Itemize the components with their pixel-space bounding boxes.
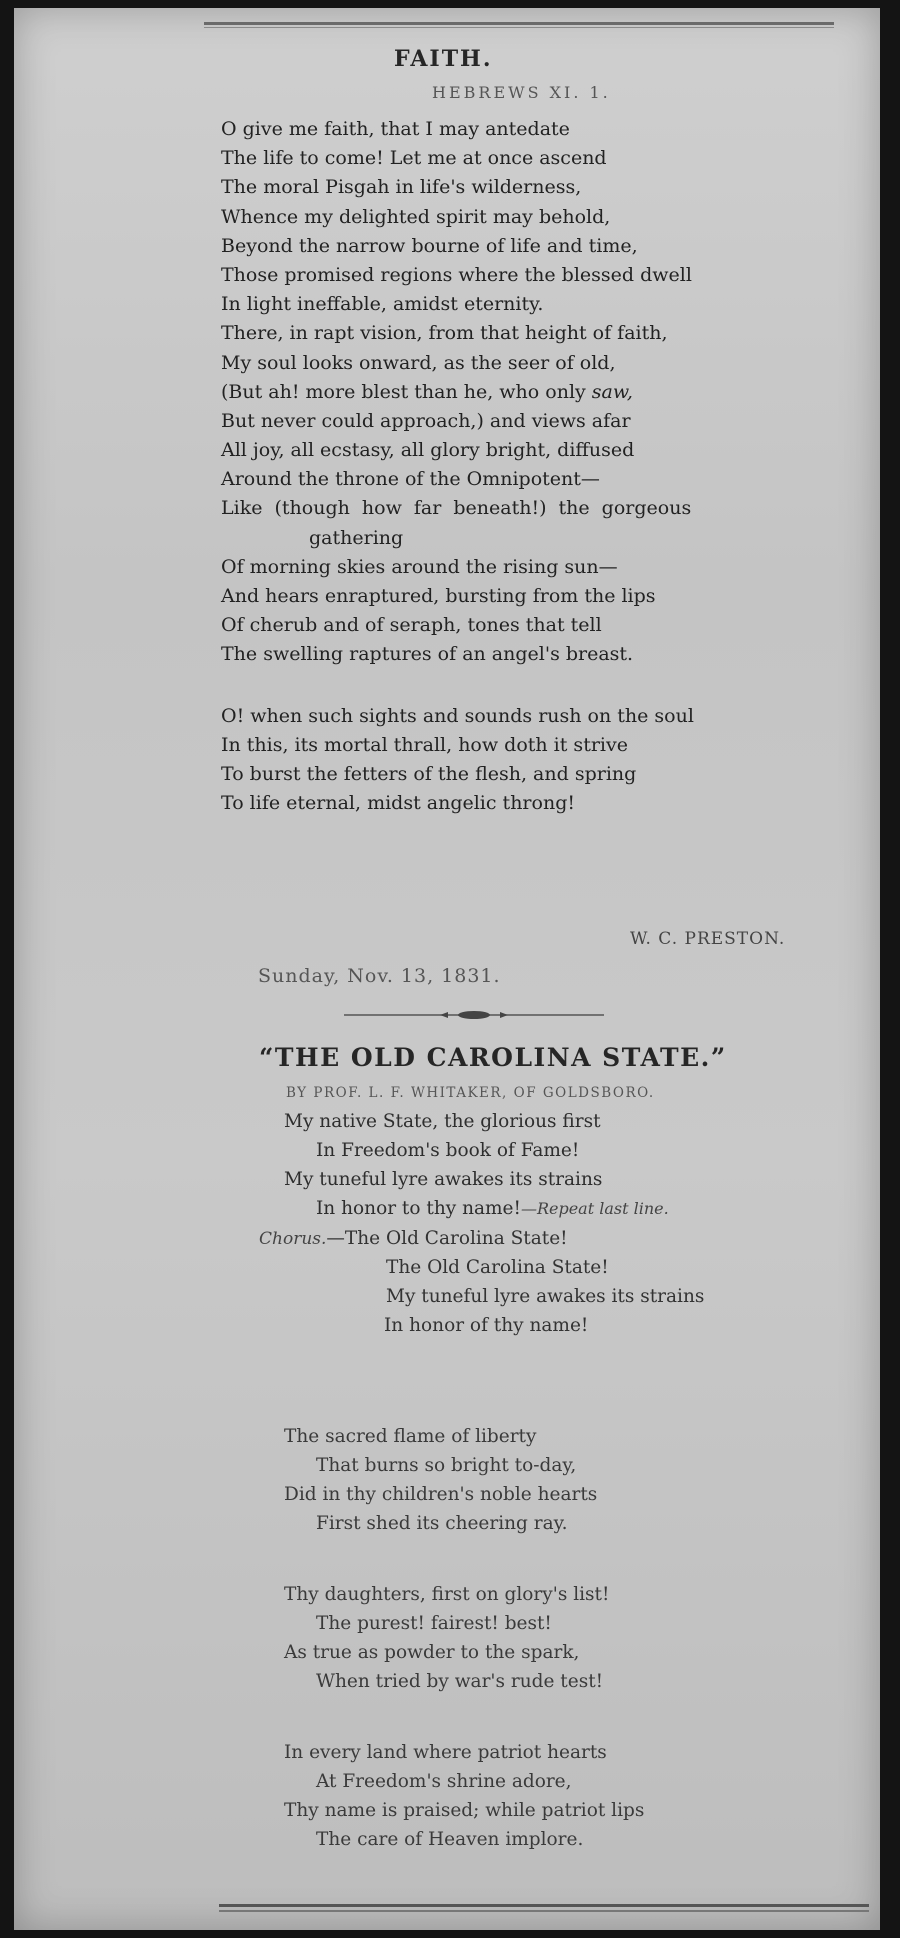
poem2-line [284, 1194, 884, 1223]
poem2-line: The sacred flame of liberty [284, 1426, 537, 1447]
poem2-stanzas [284, 1422, 884, 1854]
newspaper-clipping [14, 8, 880, 1930]
poem2-line: The Old Carolina State! [386, 1257, 609, 1278]
poem2-chorus [259, 1224, 879, 1340]
poem1-body [221, 115, 881, 818]
poem1-subtitle: HEBREWS XI. 1. [432, 83, 611, 102]
poem1-line: The life to come! Let me at once ascend [221, 147, 607, 170]
poem1-line: Like (though how far beneath!) the gorgeous [221, 497, 692, 520]
bottom-rule-thin [219, 1910, 869, 1912]
poem1-signature: W. C. PRESTON. [630, 929, 786, 949]
poem1-line: In light ineffable, amidst eternity. [221, 293, 544, 316]
poem2-line: Thy daughters, first on glory's list! [284, 1584, 610, 1605]
poem2-line: My tuneful lyre awakes its strains [284, 1169, 603, 1190]
poem1-line: But never could approach,) and views afar [221, 409, 631, 432]
poem2-line: My native State, the glorious first [284, 1111, 601, 1132]
poem1-line: Beyond the narrow bourne of life and time, [221, 234, 638, 257]
poem2-line: As true as powder to the spark, [284, 1642, 580, 1663]
poem1-line: The swelling raptures of an angel's breast. [221, 643, 634, 666]
poem1-line: gathering [309, 526, 404, 549]
poem1-line: The moral Pisgah in life's wilderness, [221, 176, 582, 199]
poem1-line: Those promised regions where the blessed dwell [221, 263, 692, 286]
poem2-line: The care of Heaven implore. [316, 1829, 584, 1850]
poem1-title: FAITH. [394, 46, 493, 72]
poem1-line-text: (But ah! more blest than he, who only [221, 380, 592, 403]
ornamental-divider [344, 1010, 604, 1020]
bottom-rule [219, 1904, 869, 1907]
poem2-line: My tuneful lyre awakes its strains [386, 1286, 705, 1307]
poem2-line-text: In honor to thy name! [316, 1198, 521, 1219]
poem1-italic-word: saw, [591, 380, 633, 403]
repeat-note: —Repeat last line. [520, 1199, 669, 1218]
poem1-line: Whence my delighted spirit may behold, [221, 205, 611, 228]
poem2-line: In Freedom's book of Fame! [316, 1140, 580, 1161]
poem1-date: Sunday, Nov. 13, 1831. [258, 965, 501, 987]
poem2-byline: BY PROF. L. F. WHITAKER, OF GOLDSBORO. [286, 1085, 655, 1101]
top-rule-thin [204, 27, 834, 28]
poem2-line: In every land where patriot hearts [284, 1742, 607, 1763]
poem2-line: First shed its cheering ray. [316, 1513, 568, 1534]
poem1-line: O! when such sights and sounds rush on the soul [221, 704, 694, 727]
poem2-stanza1 [284, 1107, 884, 1223]
poem2-title: “THE OLD CAROLINA STATE.” [259, 1043, 727, 1072]
poem1-line: Of cherub and of seraph, tones that tell [221, 614, 602, 637]
poem1-line: To life eternal, midst angelic throng! [221, 792, 575, 815]
top-rule [204, 22, 834, 25]
poem1-line [221, 378, 881, 407]
poem1-line: There, in rapt vision, from that height of faith, [221, 322, 668, 345]
poem2-line: In honor of thy name! [384, 1315, 589, 1336]
chorus-label: Chorus. [259, 1229, 327, 1249]
poem1-line: O give me faith, that I may antedate [221, 118, 570, 140]
poem1-line: My soul looks onward, as the seer of old, [221, 351, 616, 374]
poem1-line: All joy, all ecstasy, all glory bright, diffused [221, 439, 635, 462]
poem1-line: In this, its mortal thrall, how doth it strive [221, 733, 628, 756]
poem1-line: Of morning skies around the rising sun— [221, 555, 618, 578]
poem2-line: That burns so bright to-day, [316, 1455, 577, 1476]
poem1-line: To burst the fetters of the flesh, and spring [221, 762, 637, 785]
poem2-line: Did in thy children's noble hearts [284, 1484, 598, 1505]
chorus-line-text: —The Old Carolina State! [326, 1228, 568, 1249]
poem2-line: When tried by war's rude test! [316, 1671, 604, 1692]
poem1-line: Around the throne of the Omnipotent— [221, 468, 600, 491]
poem2-line: Thy name is praised; while patriot lips [284, 1800, 645, 1821]
poem2-line: At Freedom's shrine adore, [316, 1771, 572, 1792]
poem2-line [259, 1224, 879, 1253]
poem2-line: The purest! fairest! best! [316, 1613, 552, 1634]
poem1-line: And hears enraptured, bursting from the lips [221, 585, 656, 607]
